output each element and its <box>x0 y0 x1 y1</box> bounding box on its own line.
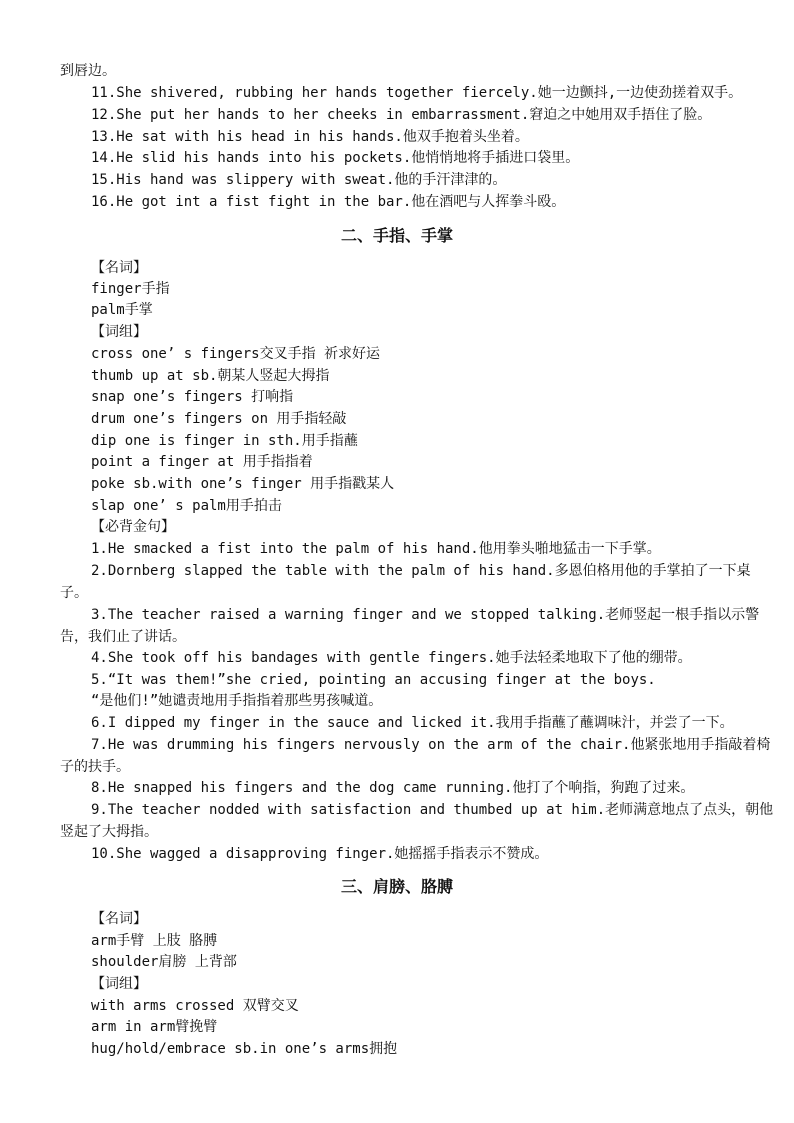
noun-item: palm手掌 <box>91 302 153 318</box>
sentences-label: 【必背金句】 <box>91 519 175 535</box>
phrase-item: drum one’s fingers on 用手指轻敲 <box>91 411 347 427</box>
sentence-line: 3.The teacher raised a warning finger and we stopped talking.老师竖起一根手指以示警 <box>91 607 760 623</box>
sentence-line: 子。 <box>60 585 88 601</box>
phrase-item: hug/hold/embrace sb.in one’s arms拥抱 <box>91 1041 398 1057</box>
phrase-item: dip one is finger in sth.用手指蘸 <box>91 433 358 449</box>
nouns-label: 【名词】 <box>91 911 147 927</box>
phrases-label: 【词组】 <box>91 324 147 340</box>
sentence-line: 15.His hand was slippery with sweat.他的手汗津津的。 <box>91 172 507 188</box>
sentence-line: 14.He slid his hands into his pockets.他悄悄地将手插进口袋里。 <box>91 150 580 166</box>
sentence-line: 16.He got int a fist fight in the bar.他在酒吧与人挥拳斗殴。 <box>91 194 566 210</box>
sentence-line: 10.She wagged a disapproving finger.她摇摇手指表示不赞成。 <box>91 846 549 862</box>
noun-item: finger手指 <box>91 281 170 297</box>
sentence-line: 13.He sat with his head in his hands.他双手抱着头坐着。 <box>91 129 529 145</box>
phrase-item: snap one’s fingers 打响指 <box>91 389 294 405</box>
phrase-item: point a finger at 用手指指着 <box>91 454 313 470</box>
section-heading: 二、手指、手掌 <box>340 226 453 245</box>
sentence-line: 11.She shivered, rubbing her hands together fiercely.她一边颤抖,一边使劲搓着双手。 <box>91 85 743 101</box>
nouns-label: 【名词】 <box>91 260 147 276</box>
sentence-line: 12.She put her hands to her cheeks in embarrassment.窘迫之中她用双手捂住了脸。 <box>91 107 712 123</box>
sentence-line: 告，我们止了讲话。 <box>60 629 186 645</box>
sentence-line: 2.Dornberg slapped the table with the palm of his hand.多恩伯格用他的手掌拍了一下桌 <box>91 563 751 579</box>
sentence-line: 子的扶手。 <box>60 759 130 775</box>
sentence-line: 9.The teacher nodded with satisfaction and thumbed up at him.老师满意地点了点头，朝他 <box>91 802 774 818</box>
noun-item: shoulder肩膀 上背部 <box>91 954 237 970</box>
sentence-line: 6.I dipped my finger in the sauce and licked it.我用手指蘸了蘸调味汁，并尝了一下。 <box>91 715 734 731</box>
sentence-line: 8.He snapped his fingers and the dog came running.他打了个响指，狗跑了过来。 <box>91 780 695 796</box>
phrases-label: 【词组】 <box>91 976 147 992</box>
section-heading: 三、肩膀、胳膊 <box>340 877 453 896</box>
sentence-line: 5.“It was them!”she cried, pointing an accusing finger at the boys. <box>91 672 656 688</box>
phrase-item: thumb up at sb.朝某人竖起大拇指 <box>91 368 330 384</box>
phrase-item: slap one’ s palm用手拍击 <box>91 498 282 514</box>
text-line: 到唇边。 <box>60 63 116 79</box>
phrase-item: poke sb.with one’s finger 用手指戳某人 <box>91 476 395 492</box>
sentence-line: 1.He smacked a fist into the palm of his hand.他用拳头啪地猛击一下手掌。 <box>91 541 661 557</box>
phrase-item: arm in arm臂挽臂 <box>91 1019 218 1035</box>
phrase-item: cross one’ s fingers交叉手指 祈求好运 <box>91 346 381 362</box>
sentence-line: 4.She took off his bandages with gentle fingers.她手法轻柔地取下了他的绷带。 <box>91 650 692 666</box>
noun-item: arm手臂 上肢 胳膊 <box>91 933 218 949</box>
sentence-line: “是他们!”她谴责地用手指指着那些男孩喊道。 <box>91 693 383 709</box>
sentence-line: 竖起了大拇指。 <box>60 824 158 840</box>
sentence-line: 7.He was drumming his fingers nervously on the arm of the chair.他紧张地用手指敲着椅 <box>91 737 771 753</box>
phrase-item: with arms crossed 双臂交叉 <box>91 998 299 1014</box>
